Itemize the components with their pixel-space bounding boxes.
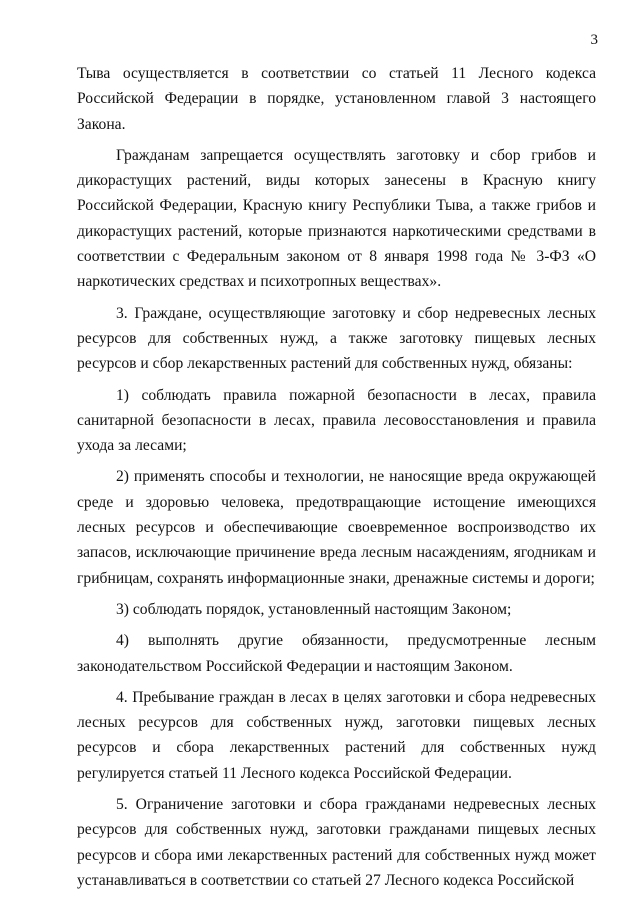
paragraph-continuation: Тыва осуществляется в соответствии со статьей 11 Лесного кодекса Российской Федерации в порядке, установленном главой 3 настоящего Закона. <box>77 65 596 133</box>
page-number: 3 <box>590 32 598 48</box>
paragraph-item-3: 3) соблюдать порядок, установленный настоящим Законом; <box>116 600 512 618</box>
paragraph-item-4: 4) выполнять другие обязанности, предусмотренные лесным законодательством Российской Федерации и настоящим Законом. <box>77 632 596 675</box>
paragraph-clause-4: 4. Пребывание граждан в лесах в целях заготовки и сбора недревесных лесных ресурсов для собственных нужд, заготовки пищевых лесных ресурсов и сбора лекарственных растений для собственных нужд регулируется статьей 11 Лесного кодекса Российской Федерации. <box>77 688 596 782</box>
paragraph-clause-5: 5. Ограничение заготовки и сбора гражданами недревесных лесных ресурсов для собственных нужд, заготовки гражданами пищевых лесных ресурсов и сбора ими лекарственных растений для собственных нужд может устанавливаться в соответствии со статьей 27 Лесного кодекса Российской <box>77 796 596 889</box>
paragraph-prohibition: Гражданам запрещается осуществлять заготовку и сбор грибов и дикорастущих растений, виды которых занесены в Красную книгу Российской Федерации, Красную книгу Республики Тыва, а также грибов и дикорастущих растений, которые признаются наркотическими средствами в соответствии с Федеральным законом от 8 января 1998 года № 3-ФЗ «О наркотических средствах и психотропных веществах». <box>77 146 596 291</box>
paragraph-item-2: 2) применять способы и технологии, не наносящие вреда окружающей среде и здоровью человека, предотвращающие истощение имеющихся лесных ресурсов и обеспечивающие своевременное воспроизводство их запасов, исключающие причинение вреда лесным насаждениям, ягодникам и грибницам, сохранять информационные знаки, дренажные системы и дороги; <box>77 468 596 587</box>
paragraph-clause-3: 3. Граждане, осуществляющие заготовку и сбор недревесных лесных ресурсов для собственных нужд, а также заготовку пищевых лесных ресурсов и сбор лекарственных растений для собственных нужд, обязаны: <box>77 304 596 373</box>
paragraph-item-1: 1) соблюдать правила пожарной безопасности в лесах, правила санитарной безопасности в лесах, правила лесовосстановления и правила ухода за лесами; <box>77 386 596 455</box>
document-body <box>77 61 596 899</box>
